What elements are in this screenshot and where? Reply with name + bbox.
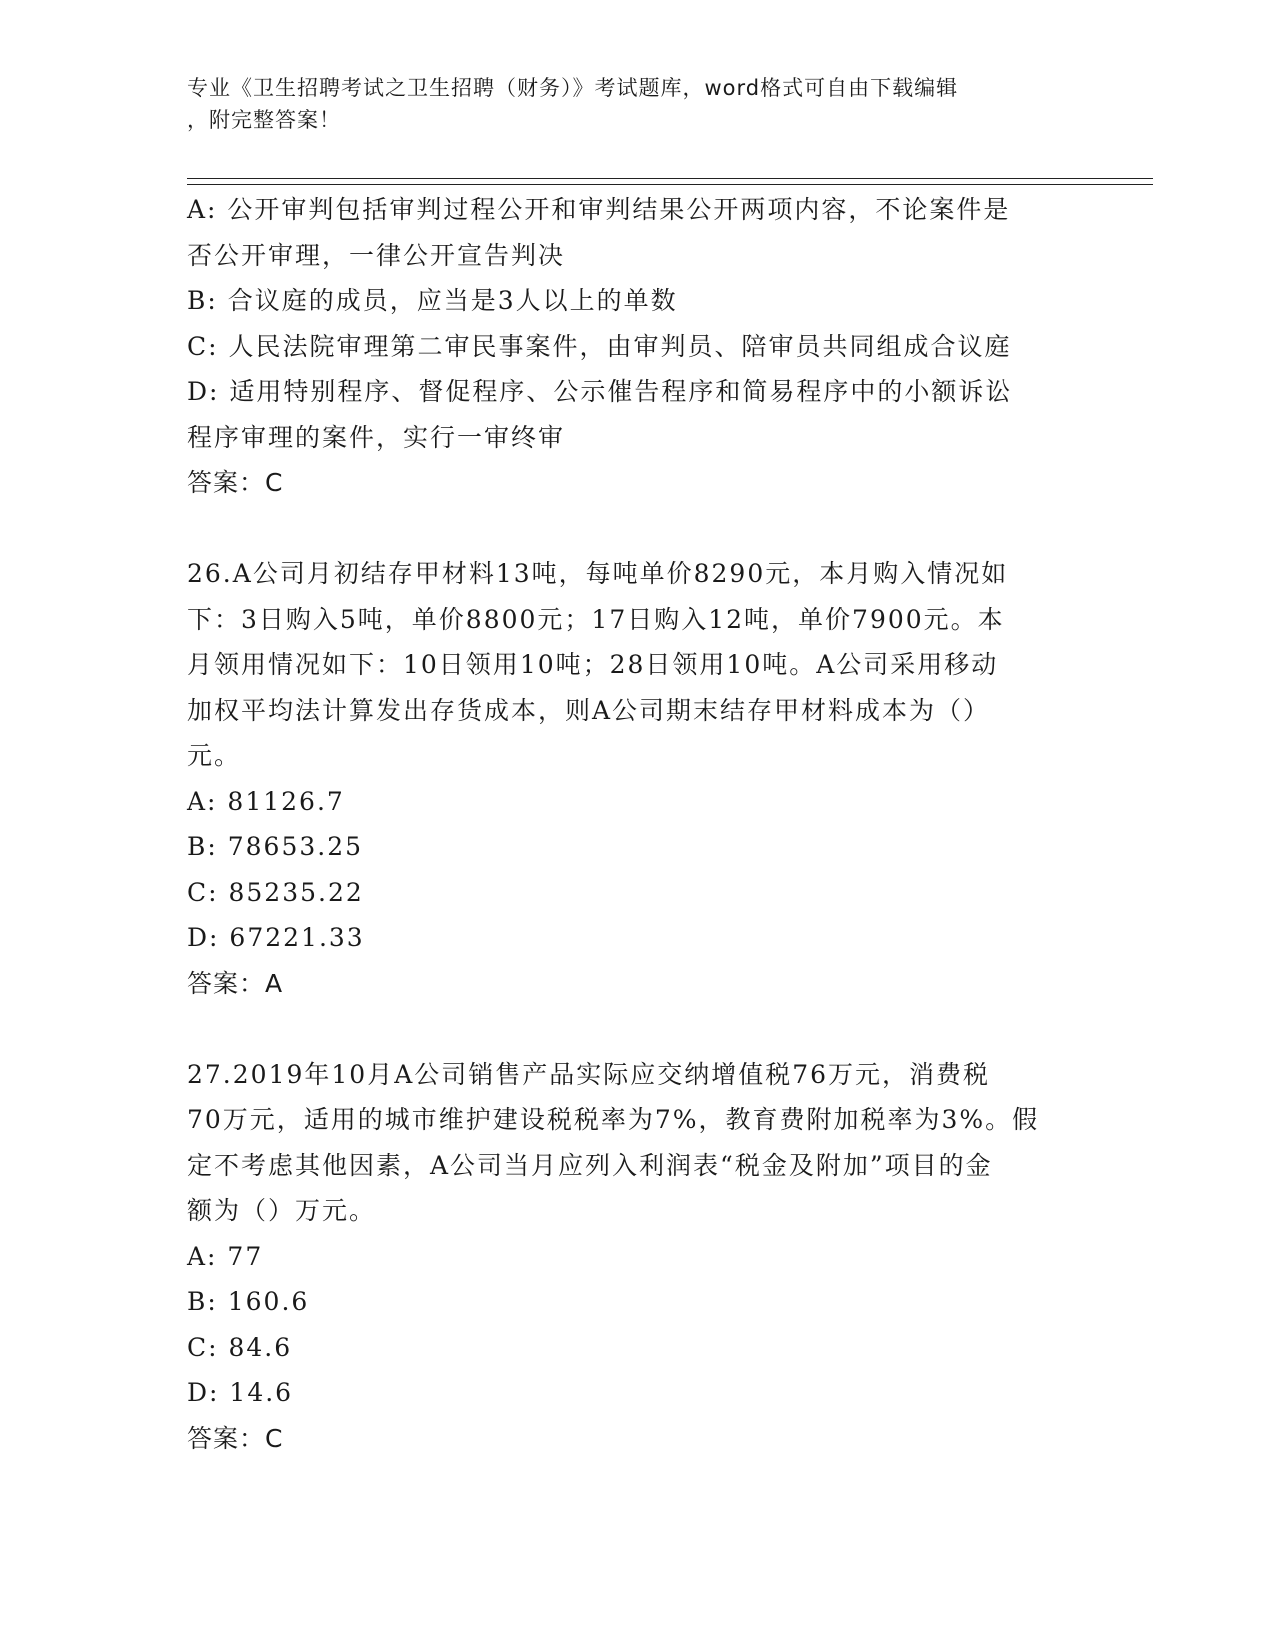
question-stem-line-3: 月领用情况如下：10日领用10吨；28日领用10吨。A公司采用移动 <box>187 650 999 679</box>
page-header <box>187 72 1087 136</box>
question-26 <box>187 551 1087 1006</box>
option-a-line-2: 否公开审理，一律公开宣告判决 <box>187 240 566 270</box>
question-stem-line-4: 加权平均法计算发出存货成本，则A公司期末结存甲材料成本为（） <box>187 695 991 725</box>
option-b: B: 78653.25 <box>187 832 364 861</box>
option-d-line-2: 程序审理的案件，实行一审终审 <box>187 422 566 452</box>
question-stem-line-1: 26.A公司月初结存甲材料13吨，每吨单价8290元，本月购入情况如 <box>187 559 1009 588</box>
option-a-line-1: A: 公开审判包括审判过程公开和审判结果公开两项内容，不论案件是 <box>187 195 1011 224</box>
option-b: B: 160.6 <box>187 1287 310 1316</box>
option-c: C: 85235.22 <box>187 877 364 907</box>
spacer <box>187 506 1087 552</box>
question-25 <box>187 187 1087 506</box>
question-stem-line-4: 额为（）万元。 <box>187 1196 377 1225</box>
question-stem-line-2: 下：3日购入5吨，单价8800元；17日购入12吨，单价7900元。本 <box>187 604 1005 634</box>
option-c: C: 84.6 <box>187 1332 293 1362</box>
question-27 <box>187 1052 1087 1462</box>
question-stem-line-2: 70万元，适用的城市维护建设税税率为7%，教育费附加税率为3%。假 <box>187 1105 1040 1134</box>
question-stem-line-5: 元。 <box>187 741 242 770</box>
option-b: B: 合议庭的成员，应当是3人以上的单数 <box>187 286 678 315</box>
option-d: D: 14.6 <box>187 1378 294 1407</box>
question-stem-line-3: 定不考虑其他因素，A公司当月应列入利润表“税金及附加”项目的金 <box>187 1150 993 1180</box>
option-c: C: 人民法院审理第二审民事案件，由审判员、陪审员共同组成合议庭 <box>187 331 1012 361</box>
option-a: A: 81126.7 <box>187 786 345 816</box>
header-line-2: ，附完整答案！ <box>187 108 341 132</box>
answer: 答案：C <box>187 1423 284 1453</box>
question-stem-line-1: 27.2019年10月A公司销售产品实际应交纳增值税76万元，消费税 <box>187 1059 991 1089</box>
option-d: D: 67221.33 <box>187 923 365 952</box>
header-divider <box>187 178 1153 185</box>
answer: 答案：A <box>187 968 284 998</box>
answer: 答案：C <box>187 468 284 497</box>
option-d-line-1: D: 适用特别程序、督促程序、公示催告程序和简易程序中的小额诉讼 <box>187 377 1013 406</box>
document-body <box>187 187 1087 1461</box>
spacer <box>187 1006 1087 1052</box>
option-a: A: 77 <box>187 1241 264 1271</box>
header-line-1: 专业《卫生招聘考试之卫生招聘（财务）》考试题库，word格式可自由下载编辑 <box>187 76 959 100</box>
